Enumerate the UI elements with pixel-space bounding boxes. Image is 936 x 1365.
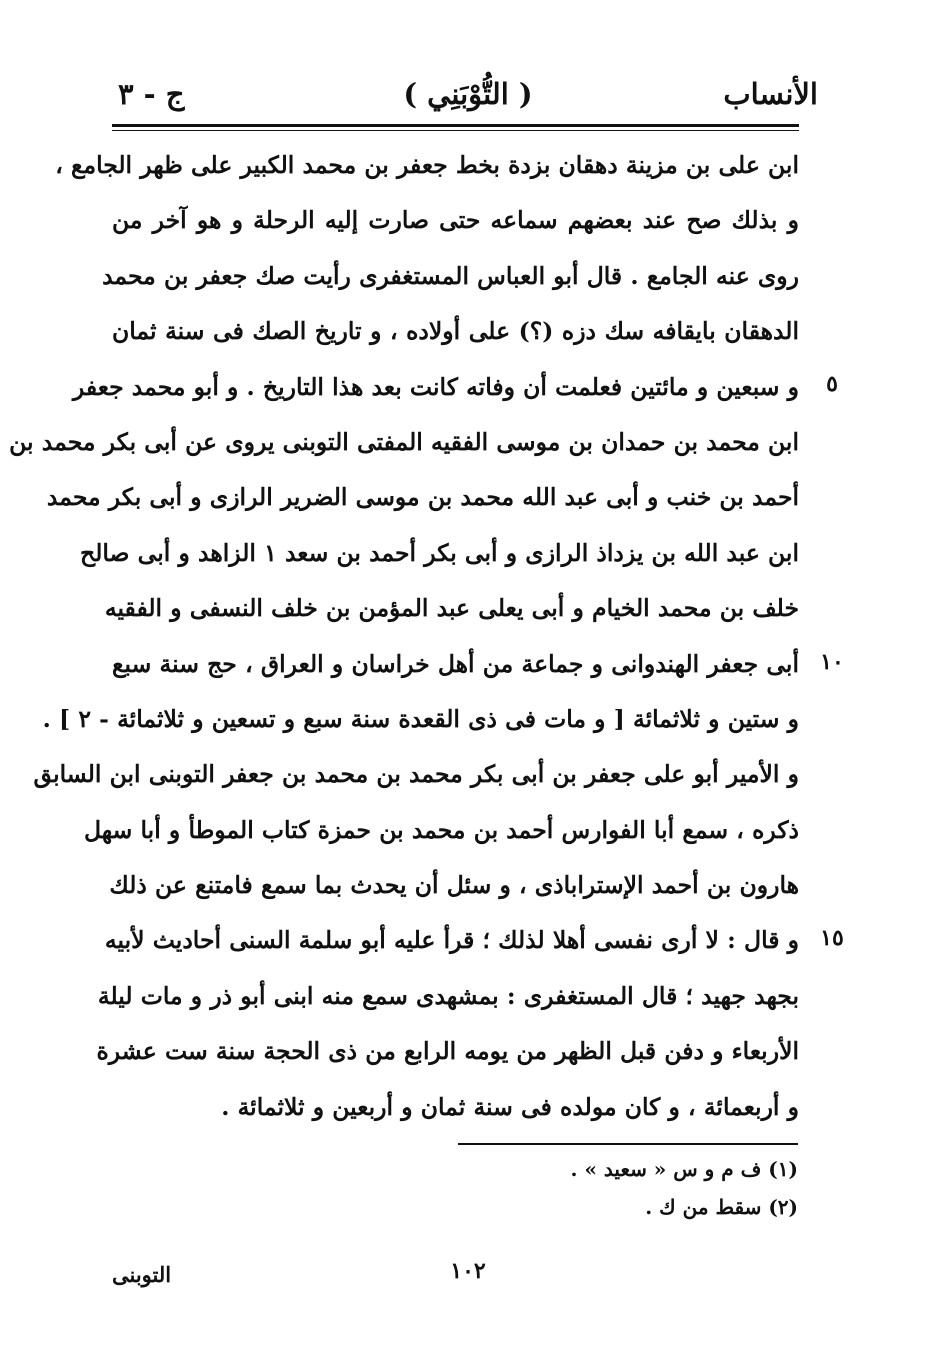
text-line-18: و أربعمائة ، و كان مولده فى سنة ثمان و أربعين و ثلاثمائة . (221, 1092, 799, 1121)
line-number-15: ١٥ (820, 925, 844, 951)
text-line-15: و قال : لا أرى نفسى أهلا لذلك ؛ قرأ عليه أبو سلمة السنى أحاديث لأبيه (104, 926, 799, 955)
footnotes (571, 1150, 798, 1226)
book-title: الأنساب (723, 77, 818, 111)
text-line-16: بجهد جهيد ؛ قال المستغفرى : بمشهدى سمع منه ابنى أبو ذر و مات ليلة (97, 981, 799, 1010)
header-rule-thick (112, 124, 799, 127)
text-line-2: و بذلك صح عند بعضهم سماعه حتى صارت إليه الرحلة و هو آخر من (112, 206, 799, 235)
text-line-6: ابن محمد بن حمدان بن موسى الفقيه المفتى التوبنى يروى عن أبى بكر محمد بن (9, 427, 799, 456)
text-line-12: و الأمير أبو على جعفر بن أبى بكر محمد بن محمد بن جعفر التوبنى ابن السابق (33, 760, 799, 789)
text-line-5: و سبعين و مائتين فعلمت أن وفاته كانت بعد هذا التاريخ . و أبو محمد جعفر (72, 372, 799, 401)
header-rule-thin (112, 130, 799, 131)
line-number-5: ٥ (826, 371, 838, 397)
text-line-17: الأربعاء و دفن قبل الظهر من يومه الرابع من ذى الحجة سنة ست عشرة (96, 1037, 799, 1066)
text-line-8: ابن عبد الله بن يزداذ الرازى و أبى بكر أحمد بن سعد ١ الزاهد و أبى صالح (80, 538, 799, 567)
footnote-1: (١) ف م و س « سعيد » . (570, 1157, 798, 1181)
text-line-4: الدهقان بايقافه سك دزه (؟) على أولاده ، و تاريخ الصك فى سنة ثمان (112, 317, 799, 346)
page-number: ١٠٢ (450, 1258, 486, 1284)
entry-heading: ( التُّوْبَنِي ) (403, 77, 533, 111)
text-line-9: خلف بن محمد الخيام و أبى يعلى عبد المؤمن بن خلف النسفى و الفقيه (104, 594, 799, 623)
signature-mark: التوبنى (112, 1262, 172, 1287)
text-line-14: هارون بن أحمد الإستراباذى ، و سئل أن يحدث بما سمع فامتنع عن ذلك (109, 871, 799, 900)
volume-label: ج - ٣ (118, 77, 185, 111)
text-line-11: و ستين و ثلاثمائة [ و مات فى ذى القعدة سنة سبع و تسعين و ثلاثمائة - ٢ ] . (42, 704, 799, 733)
body-text (9, 138, 799, 1135)
footnote-rule (458, 1143, 798, 1145)
text-line-13: ذكره ، سمع أبا الفوارس أحمد بن محمد بن حمزة كتاب الموطأ و أبا سهل (84, 815, 799, 844)
footnote-2: (٢) سقط من ك . (645, 1195, 798, 1219)
text-line-10: أبى جعفر الهندوانى و جماعة من أهل خراسان و العراق ، حج سنة سبع (112, 649, 799, 678)
text-line-1: ابن على بن مزينة دهقان بزدة بخط جعفر بن محمد الكبير على ظهر الجامع ، (55, 151, 799, 179)
text-line-3: روى عنه الجامع . قال أبو العباس المستغفرى رأيت صك جعفر بن محمد (102, 261, 799, 290)
text-line-7: أحمد بن خنب و أبى عبد الله محمد بن موسى الضرير الرازى و أبى بكر محمد (46, 483, 799, 512)
line-number-10: ١٠ (820, 649, 844, 675)
